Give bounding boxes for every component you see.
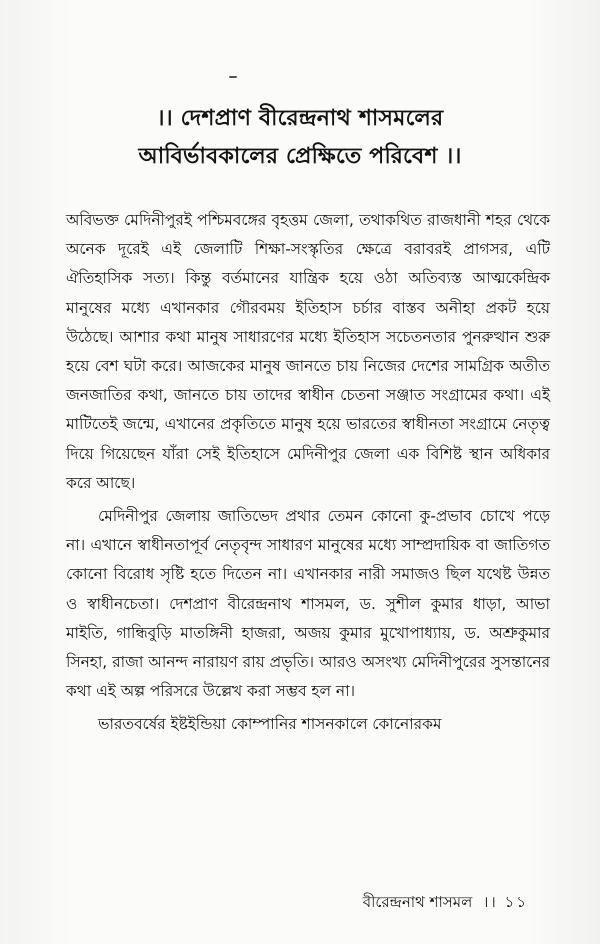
ink-speck (229, 76, 237, 78)
heading-line-2: আবির্ভাবকালের প্রেক্ষিতে পরিবেশ ।। (138, 144, 462, 169)
paragraph-2: মেদিনীপুর জেলায় জাতিভেদ প্রথার তেমন কোনো কু-প্রভাব চোখে পড়ে না। এখানে স্বাধীনতাপূর্ব নেতৃবৃন্দ সাধারণ মানুষের মধ্যে সাম্প্রদায়িক বা জাতিগত কোনো বিরোধ সৃষ্টি হতে দিতেন না। এখানকার নারী সমাজও ছিল যথেষ্ট উন্নত ও স্বাধীনচেতা। দেশপ্রাণ বীরেন্দ্রনাথ শাসমল, ড. সুশীল কুমার ধাড়া, আভা মাইতি, গান্ধিবুড়ি মাতঙ্গিনী হাজরা, অজয় কুমার মুখোপাধ্যায়, ড. অশ্রুকুমার সিনহা, রাজা আনন্দ নারায়ণ রায় প্রভৃতি। আরও অসংখ্য মেদিনীপুরের সুসন্তানের কথা এই অল্প পরিসরে উল্লেখ করা সম্ভব হল না। (66, 507, 550, 701)
page-number: ।। ১১ (483, 893, 528, 911)
body-text (66, 206, 550, 740)
heading-line-1: ।। দেশপ্রাণ বীরেন্দ্রনাথ শাসমলের (156, 106, 444, 131)
paragraph-1: অবিভক্ত মেদিনীপুরই পশ্চিমবঙ্গের বৃহত্তম জেলা, তথাকথিত রাজধানী শহর থেকে অনেক দূরেই এই জেলাটি শিক্ষা-সংস্কৃতির ক্ষেত্রে বরাবরই প্রাগসর, এটি ঐতিহাসিক সত্য। কিন্তু বর্তমানের যান্ত্রিক হয়ে ওঠা অতিব্যস্ত আত্মকেন্দ্রিক মানুষের মধ্যে এখানকার গৌরবময় ইতিহাস চর্চার বাস্তব অনীহা প্রকট হয়ে উঠেছে। আশার কথা মানুষ সাধারণের মধ্যে ইতিহাস সচেতনতার পুনরুত্থান শুরু হয়ে বেশ ঘটা করে। আজকের মানুষ জানতে চায় নিজের দেশের সামগ্রিক অতীত জনজাতির কথা, জানতে চায় তাদের স্বাধীন চেতনা সঞ্জাত সংগ্রামের কথা। এই মাটিতেই জন্মে, এখানের প্রকৃতিতে মানুষ হয়ে ভারতের স্বাধীনতা সংগ্রামে নেতৃত্ব দিয়ে গিয়েছেন যাঁরা সেই ইতিহাসে মেদিনীপুর জেলা এক বিশিষ্ট স্থান অধিকার করে আছে। (66, 211, 550, 492)
running-title: বীরেন্দ্রনাথ শাসমল (362, 893, 473, 911)
paragraph-3: ভারতবর্ষের ইষ্টইন্ডিয়া কোম্পানির শাসনকালে কোনোরকম (98, 715, 442, 734)
chapter-heading (60, 100, 540, 176)
page-footer (363, 891, 528, 916)
